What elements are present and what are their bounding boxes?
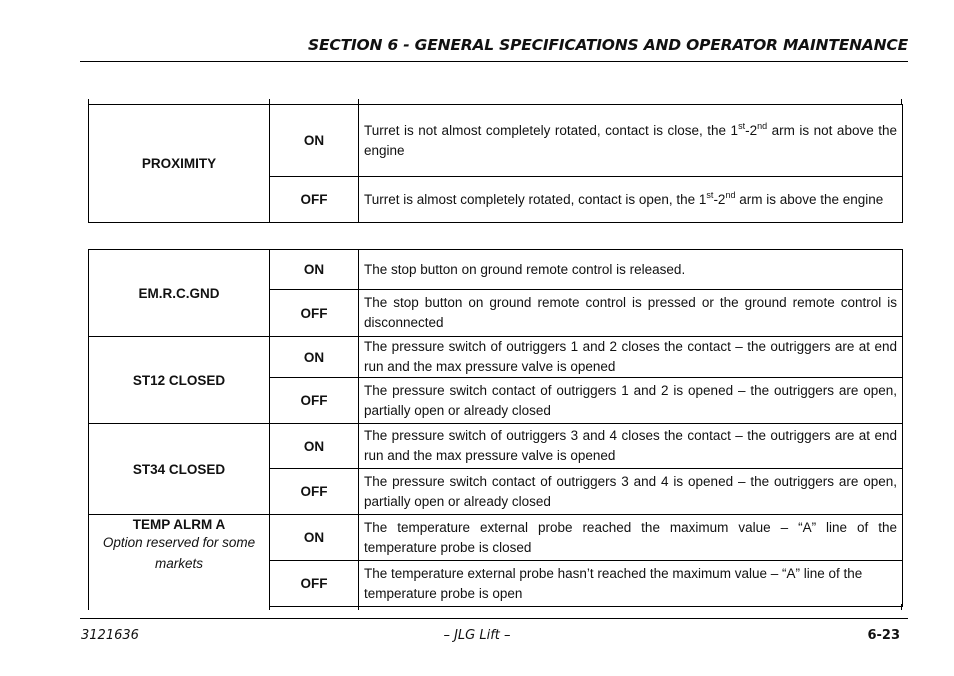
- signal-name-label: TEMP ALRM A: [132, 517, 226, 532]
- signal-name-st34: ST34 CLOSED: [89, 424, 270, 515]
- state-description: The stop button on ground remote control is pressed or the ground remote control is disconnected: [359, 290, 903, 337]
- state-off: OFF: [270, 290, 359, 337]
- option-note: Option reserved for some markets: [102, 535, 256, 571]
- state-description: Turret is almost completely rotated, contact is open, the 1st-2nd arm is above the engine: [359, 177, 903, 223]
- state-description: Turret is not almost completely rotated, contact is close, the 1st-2nd arm is not above the engine: [359, 105, 903, 177]
- continuation-tick: [358, 604, 359, 610]
- continuation-tick: [88, 604, 89, 610]
- state-description: The pressure switch of outriggers 3 and 4 closes the contact – the outriggers are at end run and the max pressure valve is opened: [359, 424, 903, 469]
- continuation-tick: [269, 604, 270, 610]
- state-description: The pressure switch of outriggers 1 and 2 closes the contact – the outriggers are at end run and the max pressure valve is opened: [359, 337, 903, 378]
- footer-rule: [80, 618, 908, 619]
- state-on: ON: [270, 337, 359, 378]
- proximity-table: [88, 104, 903, 223]
- section-title: SECTION 6 - GENERAL SPECIFICATIONS AND OPERATOR MAINTENANCE: [308, 36, 908, 54]
- state-off: OFF: [270, 561, 359, 607]
- state-off: OFF: [270, 177, 359, 223]
- signal-name-emrc: EM.R.C.GND: [89, 250, 270, 337]
- state-description: The temperature external probe reached the maximum value – “A” line of the temperature probe is closed: [359, 515, 903, 561]
- brand-footer: – JLG Lift –: [443, 628, 511, 643]
- signal-name-temp-alarm: [89, 515, 270, 607]
- state-off: OFF: [270, 469, 359, 515]
- state-on: ON: [270, 515, 359, 561]
- state-description: The pressure switch contact of outriggers 3 and 4 is opened – the outriggers are open, partially open or already closed: [359, 469, 903, 515]
- state-on: ON: [270, 250, 359, 290]
- document-number: 3121636: [81, 628, 139, 643]
- signal-name-st12: ST12 CLOSED: [89, 337, 270, 424]
- state-on: ON: [270, 105, 359, 177]
- page-number: 6-23: [867, 628, 900, 643]
- state-on: ON: [270, 424, 359, 469]
- state-description: The stop button on ground remote control is released.: [359, 250, 903, 290]
- signals-table: [88, 249, 903, 607]
- state-description: The pressure switch contact of outriggers 1 and 2 is opened – the outriggers are open, partially open or already closed: [359, 378, 903, 424]
- state-off: OFF: [270, 378, 359, 424]
- state-description: The temperature external probe hasn’t reached the maximum value – “A” line of the temperature probe is open: [359, 561, 903, 607]
- header-rule: [80, 61, 908, 62]
- continuation-tick: [901, 604, 902, 610]
- signal-name-proximity: PROXIMITY: [89, 105, 270, 223]
